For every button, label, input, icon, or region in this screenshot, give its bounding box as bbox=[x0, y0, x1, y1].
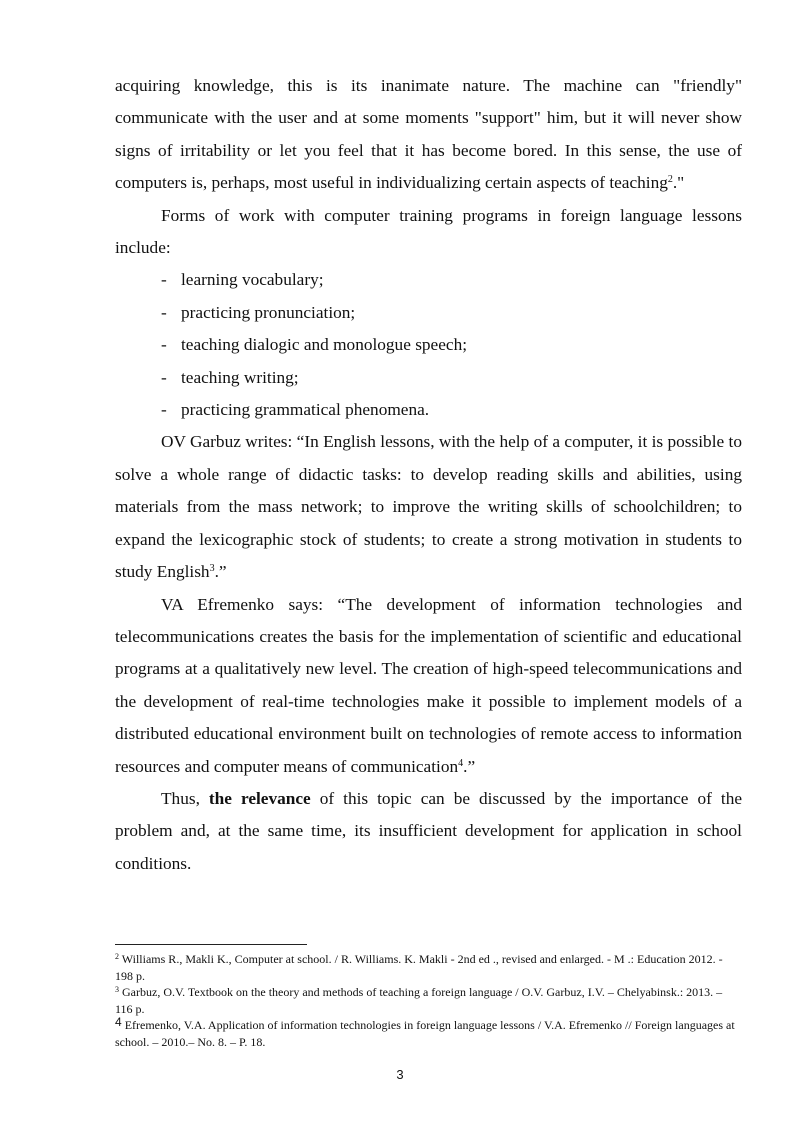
footnote-number: 3 bbox=[115, 985, 119, 994]
list-item bbox=[161, 362, 742, 394]
list-item-text: practicing pronunciation; bbox=[181, 302, 356, 322]
relevance-bold-term: the relevance bbox=[208, 788, 311, 808]
footnote-number: 2 bbox=[115, 952, 119, 961]
list-item bbox=[161, 329, 742, 361]
paragraph-text: .” bbox=[463, 756, 476, 776]
list-item bbox=[161, 297, 742, 329]
list-item-text: practicing grammatical phenomena. bbox=[181, 400, 430, 420]
paragraph-text: of this topic can be discussed by the importance of the problem and, at the same time, its insufficient development for application in school conditions. bbox=[115, 788, 743, 873]
list-item-text: teaching dialogic and monologue speech; bbox=[181, 335, 468, 355]
paragraph-text: .” bbox=[214, 562, 227, 582]
footnote-4 bbox=[115, 1017, 742, 1050]
footnotes bbox=[115, 951, 742, 1050]
paragraph-text: OV Garbuz writes: “In English lessons, with the help of a computer, it is possible to solve a whole range of didactic tasks: to develop reading skills and abilities, using materials from the mass network; to improve the writing skills of schoolchildren; to expand the lexicographic stock of students; to create a strong motivation in students to study English bbox=[115, 432, 742, 582]
paragraph-relevance bbox=[115, 783, 742, 880]
paragraph-forms-of-work: Forms of work with computer training programs in foreign language lessons include: bbox=[115, 205, 742, 258]
list-dash: - bbox=[161, 270, 167, 290]
footnote-3 bbox=[115, 984, 742, 1017]
paragraph-text: ." bbox=[672, 173, 685, 193]
footnote-reference[interactable]: 4 bbox=[458, 757, 464, 769]
footnote-text: Efremenko, V.A. Application of information technologies in foreign language lessons / V.A. Efremenko // Foreign languages at school. – 2010.– No. 8. – P. 18. bbox=[115, 1018, 735, 1049]
paragraph-continuation bbox=[115, 70, 742, 200]
list-item-text: learning vocabulary; bbox=[181, 270, 324, 290]
list-dash: - bbox=[161, 335, 167, 355]
list-dash: - bbox=[161, 367, 167, 387]
paragraph-text: VA Efremenko says: “The development of information technologies and telecommunications creates the basis for the implementation of scientific and educational programs at a qualitatively new level. The creation of high-speed telecommunications and the development of real-time technologies make it possible to implement models of a distributed educational environment built on technologies of remote access to information resources and computer means of communication bbox=[115, 594, 742, 776]
footnote-text: Williams R., Makli K., Computer at school. / R. Williams. K. Makli - 2nd ed ., revised and enlarged. - M .: Education 2012. - 198 p. bbox=[115, 952, 723, 983]
footnote-number: 4 bbox=[115, 1015, 122, 1029]
list-item bbox=[161, 394, 742, 426]
page-body bbox=[115, 70, 742, 880]
footnote-text: Garbuz, O.V. Textbook on the theory and methods of teaching a foreign language / O.V. Garbuz, I.V. – Chelyabinsk.: 2013. – 116 p. bbox=[115, 985, 723, 1016]
forms-of-work-list bbox=[115, 264, 742, 426]
footnote-reference[interactable]: 2 bbox=[667, 174, 673, 186]
list-item bbox=[161, 264, 742, 296]
footnote-separator bbox=[115, 944, 307, 945]
list-dash: - bbox=[161, 400, 167, 420]
footnote-2 bbox=[115, 951, 742, 984]
paragraph-text: acquiring knowledge, this is its inanimate nature. The machine can "friendly" communicate with the user and at some moments "support" him, but it will never show signs of irritability or let you feel that it has become bored. In this sense, the use of computers is, perhaps, most useful in individualizing certain aspects of teaching bbox=[115, 76, 742, 193]
paragraph-garbuz-quote bbox=[115, 426, 742, 588]
paragraph-text: Thus, bbox=[161, 788, 209, 808]
paragraph-efremenko-quote bbox=[115, 589, 742, 783]
list-dash: - bbox=[161, 302, 167, 322]
footnote-reference[interactable]: 3 bbox=[209, 563, 215, 575]
page-number: 3 bbox=[396, 1067, 404, 1082]
list-item-text: teaching writing; bbox=[181, 367, 299, 387]
